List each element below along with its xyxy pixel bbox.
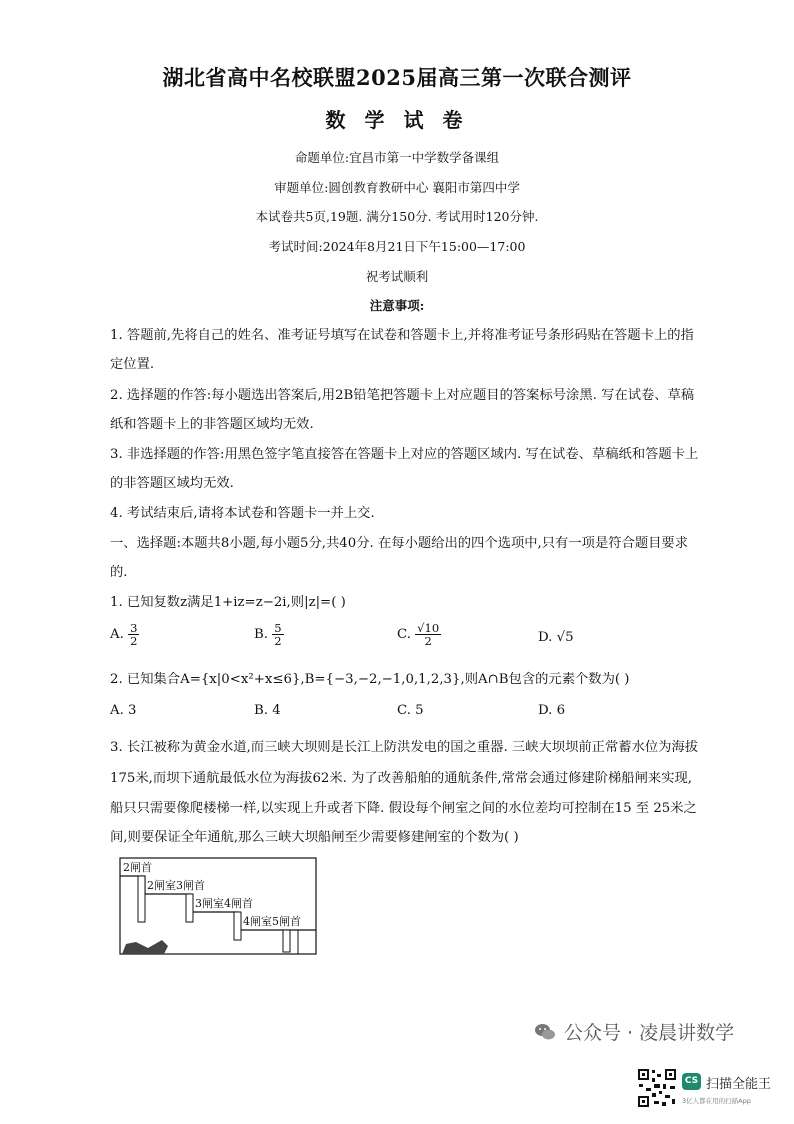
q1-option-b: B. $\frac{5}{2}$ [254,621,282,648]
q1-option-a: A. $\frac{3}{2}$ [110,621,138,648]
q3-line-1: 3. 长江被称为黄金水道,而三峡大坝则是长江上防洪发电的国之重器. 三峡大坝坝前正常蓄水位为海拔 [110,740,699,755]
q1-stem: 1. 已知复数z满足1+iz=z−2i,则|z|=( ) [110,595,346,610]
notice-1b: 定位置. [110,357,155,372]
section1-line-b: 的. [110,565,128,580]
q2-option-a: A. 3 [110,703,137,718]
notice-3a: 3. 非选择题的作答:用黑色签字笔直接答在答题卡上对应的答题区域内. 写在试卷、草稿纸和答题卡上 [110,447,699,462]
exam-subtitle: 数 学 试 卷 [325,108,469,132]
setter-line: 命题单位:宜昌市第一中学数学备课组 [294,150,500,165]
notice-2a: 2. 选择题的作答:每小题选出答案后,用2B铅笔把答题卡上对应题目的答案标号涂黑. 写在试卷、草稿 [110,388,695,403]
q2-option-b: B. 4 [254,703,281,718]
q1-option-c: C. $\frac{√10}{2}$ [397,621,440,648]
notice-3b: 的非答题区域均无效. [110,476,234,491]
camscanner-logo-icon: CS [682,1073,701,1090]
lock-label-2: 2闸室3闸首 [147,879,205,892]
q3-line-3: 船只只需要像爬楼梯一样,以实现上升或者下降. 假设每个闸室之间的水位差均可控制在15 至 25米之 [110,801,697,816]
time-line: 考试时间:2024年8月21日下午15:00—17:00 [268,239,526,254]
notice-title: 注意事项: [369,298,425,313]
camscanner-tagline: 3亿人都在用的扫描App [682,1097,751,1105]
q3-line-2: 175米,而坝下通航最低水位为海拔62米. 为了改善船舶的通航条件,常常会通过修建阶梯船闸来实现, [110,771,693,786]
ship-lock-diagram [118,856,318,956]
qr-code-icon [637,1068,677,1108]
q2-stem: 2. 已知集合A={x|0<x²+x≤6},B={−3,−2,−1,0,1,2,3},则A∩B包含的元素个数为( ) [110,672,630,687]
notice-4: 4. 考试结束后,请将本试卷和答题卡一并上交. [110,506,375,521]
lock-label-3: 3闸室4闸首 [195,897,253,910]
lock-label-4: 4闸室5闸首 [243,915,301,928]
q3-line-4: 间,则要保证全年通航,那么三峡大坝船闸至少需要修建闸室的个数为( ) [110,830,519,845]
wish-line: 祝考试顺利 [365,269,429,284]
watermark [534,1018,734,1045]
notice-2b: 纸和答题卡上的非答题区域均无效. [110,417,314,432]
camscanner-name: 扫描全能王 [706,1077,772,1092]
q2-option-c: C. 5 [397,703,424,718]
q1-option-d: D. √5 [538,630,574,645]
reviewer-line: 审题单位:圆创教育教研中心 襄阳市第四中学 [274,180,520,195]
section1-line-a: 一、选择题:本题共8小题,每小题5分,共40分. 在每小题给出的四个选项中,只有一项是符合题目要求 [110,536,689,551]
notice-1a: 1. 答题前,先将自己的姓名、准考证号填写在试卷和答题卡上,并将准考证号条形码贴在答题卡上的指 [110,328,694,343]
info-line: 本试卷共5页,19题. 满分150分. 考试用时120分钟. [255,209,539,224]
q2-option-d: D. 6 [538,703,566,718]
watermark-text: 公众号 · 凌晨讲数学 [564,1022,735,1044]
lock-label-1: 2闸首 [123,861,152,874]
exam-title: 湖北省高中名校联盟2025届高三第一次联合测评 [162,65,632,90]
wechat-icon [534,1023,556,1041]
